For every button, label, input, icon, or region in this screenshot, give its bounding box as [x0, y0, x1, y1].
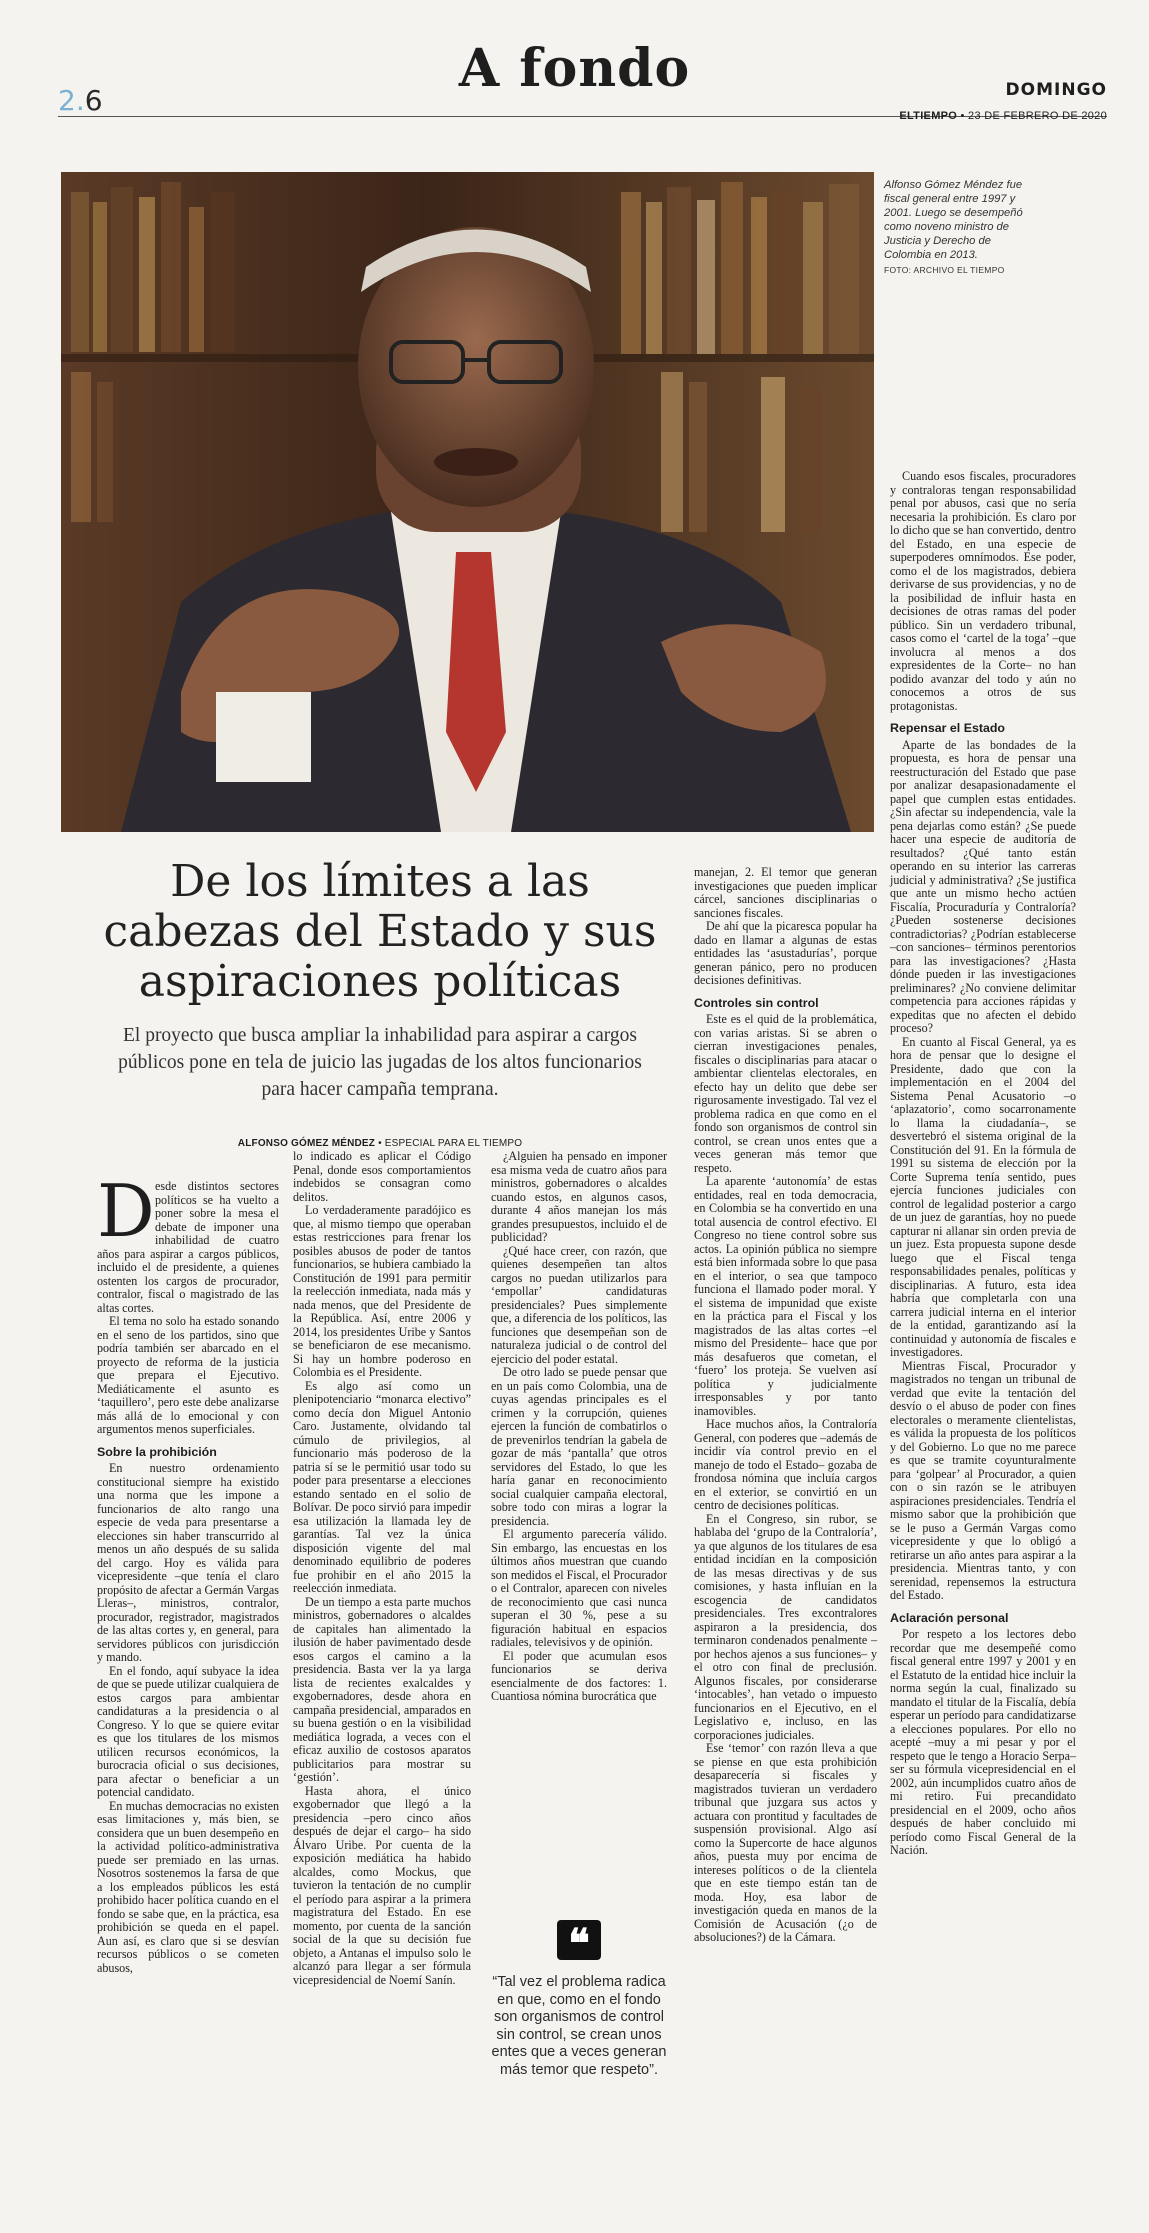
quote-mark-icon: ❝ — [557, 1920, 601, 1960]
subheading: Repensar el Estado — [890, 721, 1006, 735]
paragraph: ¿Alguien ha pensado en imponer esa misma veda de cuatro años para ministros, gobernadores o alcaldes cuando estos, en algunos casos, durante 4 años manejan los más grandes presupuestos, incluido el de publicidad? — [491, 1149, 667, 1244]
paragraph: En muchas democracias no existen esas limitaciones y, más bien, se considera que un buen desempeño en la actividad político-administrativa puede ser premiado en las urnas. Nosotros sostenemos la farsa de que a los empleados públicos les está prohibido hacer política cuando en el fondo se sabe que, en la práctica, esa prohibición se queda en el papel. Aun así, es claro que si se desvían recursos públicos o se cometen abusos, — [97, 1798, 279, 1975]
paragraph: En el Congreso, sin rubor, se hablaba del ‘grupo de la Contraloría’, ya que algunos de los titulares de esa entidad incidían en la composición de las mesas directivas y de sus comisiones, y hasta influían en la escogencia de candidatos presidenciales. Tres excontralores aspiraron a la presidencia, dos terminaron condenados penalmente –por hechos ajenos a sus funciones– y el otro con final de preclusión. Algunos fiscales, por considerarse ‘intocables’, han vetado o impuesto funcionarios en el Ejecutivo, en el Legislativo e, incluso, en las corporaciones judiciales. — [694, 1511, 877, 1742]
subheading: Controles sin control — [694, 995, 819, 1010]
article-column-4 — [694, 866, 877, 1945]
paragraph: En cuanto al Fiscal General, ya es hora de pensar que lo designe el Presidente, dado que con la implementación en el 2004 del Sistema Penal Acusatorio –o ‘aplazatorio’, como socarronamente lo llama la ciudadanía–, se desvertebró el sistema original de la Constitución del 91. En la fórmula de 1991 su sistema de elección por la Corte Suprema tenía sentido, pues ejercía funciones judiciales con control de legalidad posterior a cargo de un juez de garantías, hoy no puede capturar ni allanar sin orden previa de un juez. Esta propuesta supone desde luego que el Fiscal tenga responsabilidades penales, políticas y disciplinarias. A futuro, esta idea habría que completarla con una carrera judicial interna en el interior de la entidad, garantizando así la continuidad y autonomía de fiscales e investigadores. — [890, 1034, 1076, 1359]
issue-date: • 23 DE FEBRERO DE 2020 — [960, 110, 1107, 122]
subheading: Aclaración personal — [890, 1610, 1009, 1625]
article-column-1 — [97, 1169, 279, 1975]
photo-caption — [884, 178, 1034, 277]
pull-quote-text: “Tal vez el problema radica en que, como en el fondo son organismos de control sin control, se crean unos entes que a veces generan más temor que respeto”. — [491, 1974, 667, 2078]
paragraph: lo indicado es aplicar el Código Penal, donde esos comportamientos indebidos se consagran como delitos. — [293, 1149, 471, 1204]
weekday: DOMINGO — [1005, 80, 1107, 100]
pull-quote — [491, 1920, 667, 2079]
article-column-5 — [890, 470, 1076, 1858]
paragraph: En el fondo, aquí subyace la idea de que se puede utilizar cualquiera de estos cargos para ambientar candidaturas a la presidencia o al Congreso. Y lo que se quiere evitar es que los titulares de los mismos utilicen recursos económicos, la burocracia oficial o sus decisiones, para afectar o beneficiar a un potencial candidato. — [97, 1663, 279, 1799]
paragraph: De otro lado se puede pensar que en un país como Colombia, una de cuyas agendas principales es el crimen y la corrupción, quienes ejercen la función de combatirlos o de prevenirlos tendrían la gabela de gozar de más ‘pantalla’ que otros servidores del Estado, lo que les haría ganar en reconocimiento social cualquier campaña electoral, sobre todo con miras a lograr la presidencia. — [491, 1365, 667, 1528]
paragraph: El tema no solo ha estado sonando en el seno de los partidos, sino que podría también ser abarcado en el proyecto de reforma de la justicia que prepara el Ejecutivo. Mediáticamente el asunto es ‘taquillero’, pero este debe analizarse más allá de lo emocional y con argumentos menos superficiales. — [97, 1314, 279, 1436]
paragraph: La aparente ‘autonomía’ de estas entidades, real en toda democracia, en Colombia se ha convertido en una total ausencia de control efectivo. El Congreso no tiene control sobre sus actos. La opinión pública no siempre está bien informada sobre lo que pasa en el interior, o sea que tampoco funciona el llamado poder moral. Y el sistema de impunidad que existe en la práctica para el Fiscal y los magistrados de las altas cortes –el mismo del Presidente– hace que por más desafueros que cometan, el ‘fuero’ los proteja. Se vuelven así política y judicialmente irresponsables y por tanto inamovibles. — [694, 1174, 877, 1418]
photo-credit: FOTO: ARCHIVO EL TIEMPO — [884, 265, 1005, 275]
author-name: ALFONSO GÓMEZ MÉNDEZ — [237, 1138, 376, 1149]
paragraph: Cuando esos fiscales, procuradores y contraloras tengan responsabilidad penal por abusos, casi que no sería necesaria la prohibición. Es claro por lo dicho que se han convertido, dentro del Estado, en una especie de superpoderes omnímodos. Ese poder, como el de los magistrados, debiera derivarse de sus providencias, y no de la posibilidad de influir hasta en decisiones de otras ramas del poder público. Sin un verdadero tribunal, casos como el ‘cartel de la toga’ –que involucra al menos a dos expresidentes de la Corte– no han podido avanzar del todo y aún no conocemos a otros de sus protagonistas. — [890, 469, 1076, 713]
paragraph: Es algo así como un plenipotenciario “monarca electivo” como decía don Miguel Antonio Caro. Justamente, olvidando tal cúmulo de privilegios, al funcionario más poderoso de la patria sí se le permitió usar todo su poder para presentarse a elecciones estando sentado en el solio de Bolívar. De poco sirvió para impedir esa utilización la llamada ley de garantías. Tal vez la única disposición vigente del mal denominado equilibrio de poderes fue prohibir en el año 2015 la reelección inmediata. — [293, 1378, 471, 1595]
paragraph: Por respeto a los lectores debo recordar que me desempeñé como fiscal general entre 1997 y 2001 y en el Estatuto de la entidad hice incluir la norma según la cual, finalizado su mandato el titular de la Fiscalía, debía esperar un período para candidatizarse a elecciones populares. Por ello no acepté –muy a mi pesar y por el respeto que le tengo a Horacio Serpa– ser su fórmula vicepresidencial en el 2002, aún incumplidos cuatro años de mi retiro. Fui precandidato presidencial en el 2009, ocho años después de haber concluido mi período como Fiscal General de la Nación. — [890, 1627, 1077, 1857]
paragraph: Hasta ahora, el único exgobernador que llegó a la presidencia –pero cinco años después de dejar el cargo– ha sido Álvaro Uribe. Por cuenta de la exposición mediática ha habido alcaldes, como Mockus, que tuvieron la tentación de no cumplir el período para aspirar a la primera magistratura del Estado. En ese momento, por cuenta de la sanción social de la que su decisión fue objeto, a Antanas el impulso solo le alcanzó para llegar a ser fórmula vicepresidencial de Noemí Sanín. — [293, 1783, 471, 1987]
paragraph: Hace muchos años, la Contraloría General, con poderes que –además de incidir vía control previo en el manejo de todo el Estado– gozaba de frondosa nómina que incluía cargos en el exterior, se convirtió en un centro de decisiones políticas. — [694, 1417, 877, 1512]
paragraph: ¿Qué hace creer, con razón, que quienes desempeñen tan altos cargos no puedan utilizarlos para ‘empollar’ candidaturas presidenciales? Pues simplemente que, a diferencia de los políticos, las funciones que desempeñan son de naturaleza judicial o de control del ejercicio del poder estatal. — [491, 1243, 667, 1366]
portrait-photo — [61, 172, 874, 832]
paragraph: Mientras Fiscal, Procurador y magistrados no tengan un tribunal de verdad que evite la tentación del desvío o el abuso de poder con fines electorales o meramente clientelistas, es válida la propuesta de los políticos y del Gobierno. Lo que no me parece es que se tramite coyunturalmente para ‘golpear’ al Procurador, a quien con o sin razón se le atribuyen aspiraciones presidenciales. Tendría el mismo sabor que la prohibición que se le puso a Germán Vargas como vicepresidente y que lo obligó a retirarse un año antes para aspirar a la presidencia. Mientras tanto, y con serenidad, repensemos la estructura del Estado. — [890, 1358, 1076, 1602]
dateline — [899, 110, 1107, 122]
caption-text: Alfonso Gómez Méndez fue fiscal general entre 1997 y 2001. Luego se desempeñó como noveno ministro de Justicia y Derecho de Colombia en 2013. — [884, 179, 1023, 261]
section-title: A fondo — [458, 38, 691, 99]
article-headline: De los límites a las cabezas del Estado y sus aspiraciones políticas — [103, 856, 657, 1008]
author-role: • ESPECIAL PARA EL TIEMPO — [375, 1138, 523, 1149]
paragraph: Ese ‘temor’ con razón lleva a que se piense en que esta prohibición desaparecería si fiscales y magistrados tuvieran un verdadero tribunal que juzgara sus actos y actuara con prontitud y facultades de suspensión provisional. Algo así como la Supercorte de hace algunos años, puesta muy por encima de intereses políticos o de la clientela que en este tiempo están tan de moda. Hoy, esa labor de investigación queda en manos de la Comisión de Acusación (¿o de absoluciones?) de la Cámara. — [694, 1741, 877, 1944]
page-number: 2.6 — [58, 84, 103, 117]
article-deck: El proyecto que busca ampliar la inhabilidad para aspirar a cargos públicos pone en tela de juicio las jugadas de los altos funcionarios para hacer campaña temprana. — [118, 1025, 642, 1100]
drop-cap: D — [97, 1169, 155, 1253]
paragraph: manejan, 2. El temor que generan investigaciones que pueden implicar cárcel, sanciones disciplinarias o sanciones fiscales. — [694, 865, 877, 920]
paragraph: Este es el quid de la problemática, con varias aristas. Si se abren o cierran investigaciones penales, fiscales o disciplinarias para atacar o ambientar clientelas electorales, en efecto hay un delito que debe ser rigurosamente investigado. Tal vez el problema radica en que como en el fondo son organismos de control sin control, se crean unos entes que a veces generan más temor que respeto. — [694, 1012, 877, 1175]
article-column-2 — [293, 1150, 471, 1987]
paragraph: esde distintos sectores políticos se ha vuelto a poner sobre la mesa el debate de imponer una inhabilidad de cuatro años para aspirar a cargos públicos, incluido el de presidente, a quienes ostenten los cargos de procurador, contralor, fiscal o magistrado de las altas cortes. — [97, 1179, 279, 1315]
paragraph: Lo verdaderamente paradójico es que, al mismo tiempo que operaban estas restricciones para frenar los posibles abusos de poder de tantos funcionarios, se hubiera cambiado la Constitución de 1991 para permitir la reelección inmediata, nada más y nada menos, que del Presidente de la República. Así, entre 2006 y 2014, los presidentes Uribe y Santos se beneficiaron de ese mecanismo. Si hay un hombre poderoso en Colombia es el Presidente. — [293, 1203, 471, 1379]
byline — [100, 1138, 660, 1149]
brand-name: ELTIEMPO — [899, 110, 958, 122]
article-column-3 — [491, 1150, 667, 1704]
paragraph: El argumento parecería válido. Sin embargo, las encuestas en los últimos años muestran que cuando son medidos el Fiscal, el Procurador o el Contralor, aparecen con niveles de reconocimiento que casi nunca superan el 30 %, pese a su figuración habitual en espacios radiales, televisivos y de opinión. — [491, 1527, 667, 1649]
paragraph: Aparte de las bondades de la propuesta, es hora de pensar una reestructuración del Estado que pase por analizar desapasionadamente el papel que cumplen estas entidades. ¿Sin afectar su independencia, vale la pena dejarlas como están? ¿Se puede hacer una especie de auditoría de resultados? ¿Qué tanto están operando en su interior las carreras judicial y administrativa? ¿Se justifica que ante un mismo hecho actúen Fiscalía, Procuraduría y Contraloría? ¿Pueden sostenerse decisiones contradictorias? ¿Podrían establecerse –con sanciones– términos perentorios para las investigaciones? ¿Hasta dónde pueden ir las investigaciones preliminares? ¿No conviene delimitar competencia para acciones rápidas y expeditas que no afecten el debido proceso? — [890, 737, 1076, 1035]
paragraph: De un tiempo a esta parte muchos ministros, gobernadores o alcaldes de capitales han alimentado la ilusión de haber pavimentado desde esos cargos el camino a la presidencia. Basta ver la ya larga lista de recientes exalcaldes y exgobernadores, desde ahora en campaña presidencial, amparados en su buena gestión o en la visibilidad mediática lograda, a veces con el eficaz auxilio de costosos aparatos publicitarios para mostrar su ‘gestión’. — [293, 1594, 471, 1784]
paragraph: En nuestro ordenamiento constitucional siempre ha existido una norma que les impone a funcionarios de alto rango una especie de veda para presentarse a elecciones sin haber transcurrido al menos un año después de su salida del cargo. Hoy es válida para vicepresidente –que tenía el claro propósito de afectar a Germán Vargas Lleras–, ministros, contralor, procurador, registrador, magistrados de las altas cortes y, en general, para servidores públicos con jurisdicción y mando. — [97, 1461, 279, 1664]
paragraph: De ahí que la picaresca popular ha dado en llamar a algunas de estas entidades las ‘asustadurías’, porque generan pánico, pero no producen decisiones definitivas. — [694, 919, 877, 987]
subheading: Sobre la prohibición — [97, 1444, 217, 1459]
paragraph: El poder que acumulan esos funcionarios se deriva esencialmente de dos factores: 1. Cuantiosa nómina burocrática que — [491, 1648, 667, 1703]
